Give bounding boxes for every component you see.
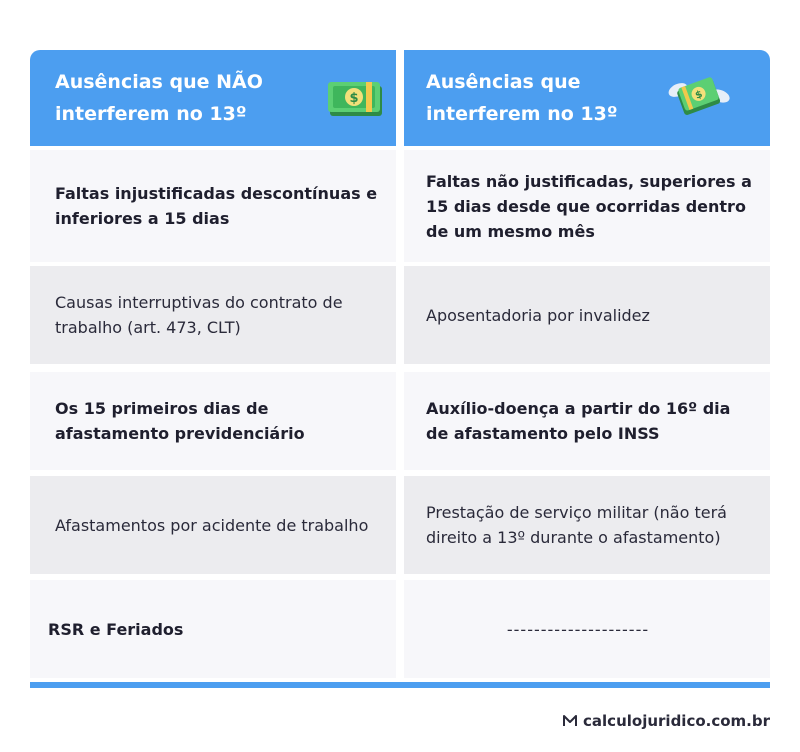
row-2-right: Aposentadoria por invalidez bbox=[404, 266, 770, 364]
header-left-title: Ausências que NÃO interferem no 13º bbox=[55, 71, 263, 125]
brand-text: calculojuridico.com.br bbox=[583, 712, 770, 730]
flying-money-icon bbox=[666, 72, 732, 122]
header-right bbox=[404, 50, 770, 146]
row-3-left: Os 15 primeiros dias de afastamento previdenciário bbox=[30, 372, 396, 470]
row-5-left: RSR e Feriados bbox=[30, 580, 396, 678]
row-1-left: Faltas injustificadas descontínuas e inferiores a 15 dias bbox=[30, 150, 396, 262]
row-3-right: Auxílio-doença a partir do 16º dia de afastamento pelo INSS bbox=[404, 372, 770, 470]
row-1-right: Faltas não justificadas, superiores a 15 dias desde que ocorridas dentro de um mesmo mês bbox=[404, 150, 770, 262]
svg-text:$: $ bbox=[349, 91, 359, 106]
header-right-title: Ausências que interferem no 13º bbox=[426, 71, 618, 125]
table-bottom-border bbox=[30, 682, 770, 688]
money-bill-icon bbox=[326, 78, 386, 120]
brand-footer bbox=[563, 712, 770, 730]
calculojuridico-logo-icon bbox=[563, 715, 577, 727]
row-5-right: --------------------- bbox=[404, 580, 770, 678]
row-4-right: Prestação de serviço militar (não terá direito a 13º durante o afastamento) bbox=[404, 476, 770, 574]
row-4-left: Afastamentos por acidente de trabalho bbox=[30, 476, 396, 574]
header-left bbox=[30, 50, 396, 146]
svg-text:$: $ bbox=[693, 88, 705, 102]
row-2-left: Causas interruptivas do contrato de trabalho (art. 473, CLT) bbox=[30, 266, 396, 364]
